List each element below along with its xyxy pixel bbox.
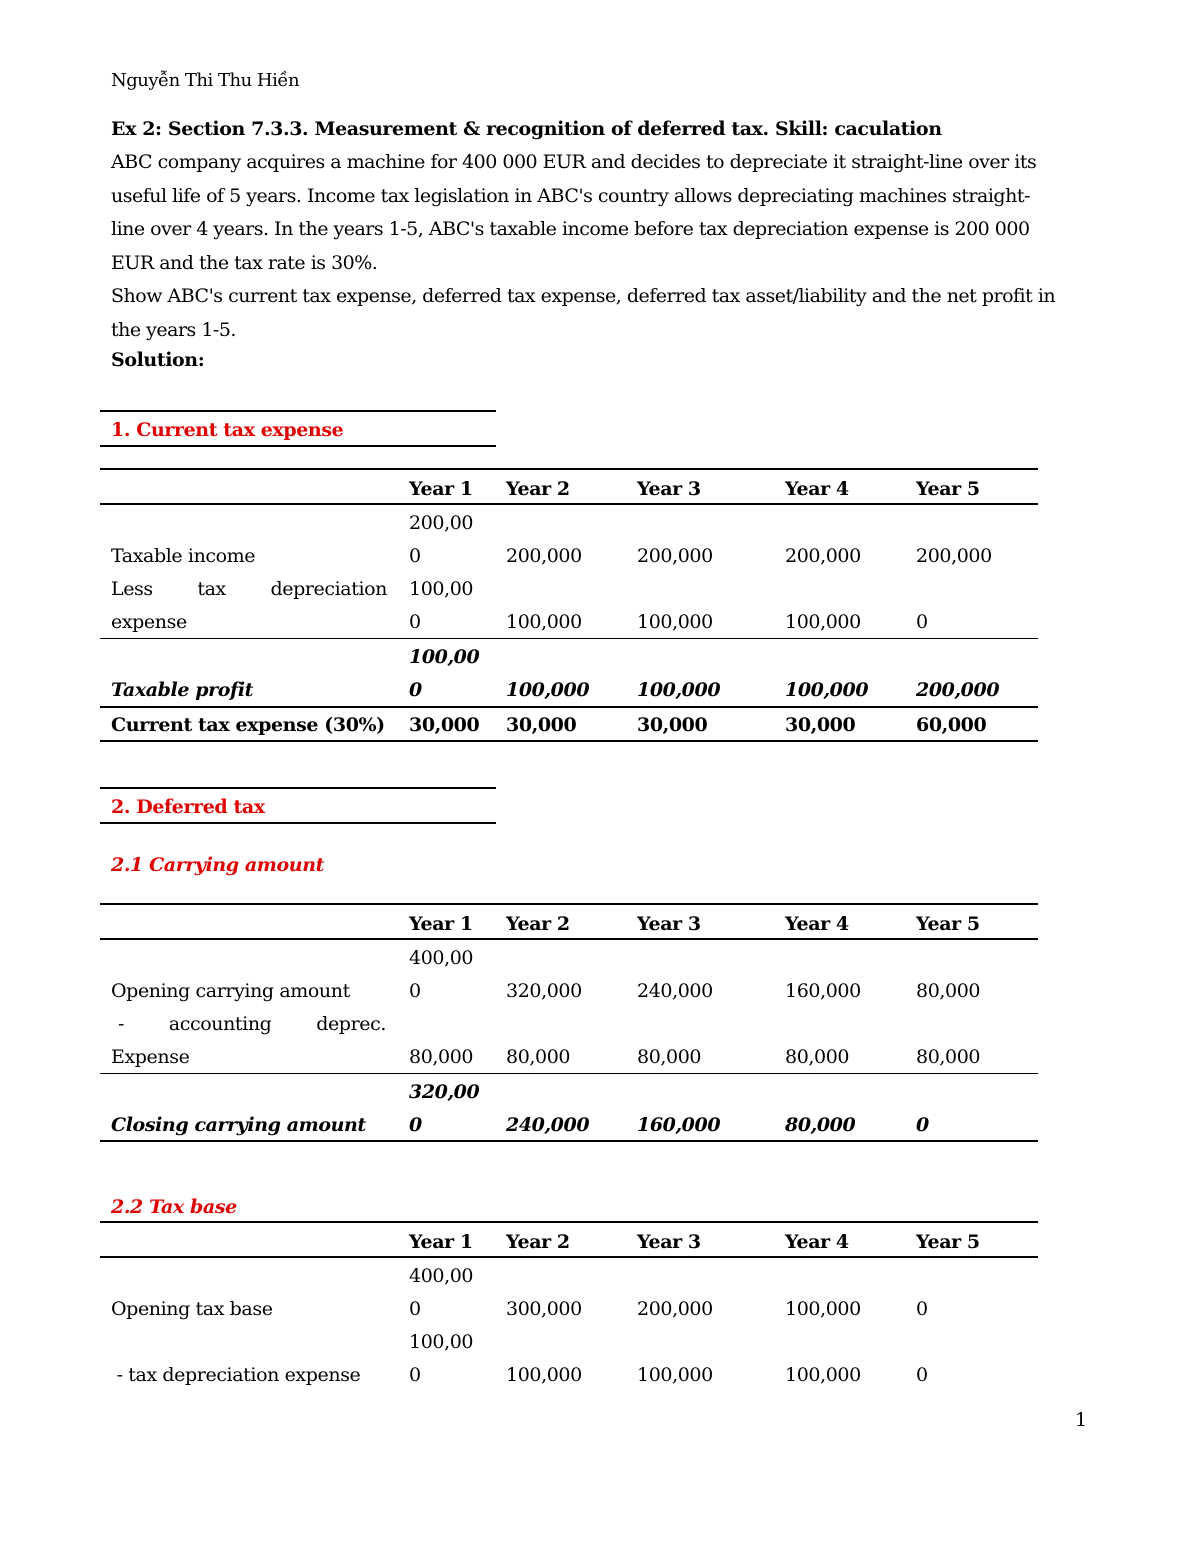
row-label: Closing carrying amount	[111, 1114, 366, 1136]
section-2-title: 2. Deferred tax	[111, 796, 265, 818]
column-header: Year 5	[916, 913, 980, 935]
cell-value: 240,000	[637, 980, 713, 1002]
cell-value: 0	[409, 611, 421, 633]
cell-value: 0	[409, 1364, 421, 1386]
cell-value: 100,00	[409, 646, 480, 668]
cell-value: 200,000	[785, 545, 861, 567]
row-label: - tax depreciation expense	[111, 1364, 361, 1386]
column-header: Year 5	[916, 478, 980, 500]
problem-line: EUR and the tax rate is 30%.	[111, 251, 378, 274]
column-header: Year 3	[637, 913, 701, 935]
cell-value: 100,00	[409, 578, 474, 600]
page-number: 1	[1075, 1409, 1088, 1431]
cell-value: 100,000	[637, 1364, 713, 1386]
cell-value: 30,000	[785, 714, 856, 736]
question-line: Show ABC's current tax expense, deferred tax expense, deferred tax asset/liability and the net profit in	[111, 285, 1056, 307]
cell-value: 0	[916, 1114, 929, 1136]
cell-value: 200,000	[916, 545, 992, 567]
cell-value: 200,000	[506, 545, 582, 567]
cell-value: 200,000	[916, 679, 1000, 701]
column-header: Year 2	[506, 1231, 570, 1253]
column-header: Year 5	[916, 1231, 980, 1253]
cell-value: 160,000	[637, 1114, 721, 1136]
cell-value: 80,000	[785, 1046, 850, 1068]
cell-value: 100,000	[637, 611, 713, 633]
problem-line: useful life of 5 years. Income tax legislation in ABC's country allows depreciating machines straight-	[111, 184, 1030, 207]
subsection-2-1-title: 2.1 Carrying amount	[111, 854, 324, 876]
author-name: Nguyễn Thi Thu Hiền	[111, 70, 300, 91]
row-label: Taxable profit	[111, 679, 254, 701]
question-line: the years 1-5.	[111, 318, 236, 341]
cell-value: 320,000	[506, 980, 582, 1002]
cell-value: 80,000	[409, 1046, 474, 1068]
problem-line: line over 4 years. In the years 1-5, ABC's taxable income before tax depreciation expense is 200 000	[111, 218, 1030, 240]
cell-value: 100,000	[785, 1298, 861, 1320]
cell-value: 300,000	[506, 1298, 582, 1320]
problem-line: ABC company acquires a machine for 400 000 EUR and decides to depreciate it straight-line over its	[111, 151, 1037, 173]
cell-value: 0	[409, 679, 422, 701]
cell-value: 400,00	[409, 947, 474, 969]
section-rule-top	[100, 410, 496, 412]
section-rule-bottom	[100, 822, 496, 824]
cell-value: 0	[409, 545, 421, 567]
row-label: expense	[111, 611, 187, 633]
cell-value: 0	[916, 611, 928, 633]
problem-statement	[111, 146, 1089, 347]
row-label: Less tax depreciation	[111, 578, 387, 600]
column-header: Year 3	[637, 478, 701, 500]
cell-value: 100,000	[506, 1364, 582, 1386]
column-header: Year 1	[409, 478, 473, 500]
cell-value: 0	[409, 1298, 421, 1320]
column-header: Year 4	[785, 478, 849, 500]
row-label: Opening carrying amount	[111, 980, 350, 1002]
section-1-title: 1. Current tax expense	[111, 419, 344, 441]
cell-value: 160,000	[785, 980, 861, 1002]
cell-value: 30,000	[637, 714, 708, 736]
cell-value: 240,000	[506, 1114, 590, 1136]
subsection-2-2-title: 2.2 Tax base	[111, 1196, 237, 1218]
column-header: Year 1	[409, 913, 473, 935]
cell-value: 0	[409, 1114, 422, 1136]
column-header: Year 4	[785, 913, 849, 935]
cell-value: 200,000	[637, 545, 713, 567]
row-label: Opening tax base	[111, 1298, 273, 1320]
cell-value: 100,000	[785, 679, 869, 701]
exercise-title: Ex 2: Section 7.3.3. Measurement & recognition of deferred tax. Skill: caculation	[111, 118, 942, 140]
cell-value: 30,000	[409, 714, 480, 736]
row-label: - accounting deprec.	[118, 1013, 386, 1035]
cell-value: 100,000	[506, 679, 590, 701]
solution-label: Solution:	[111, 349, 205, 371]
cell-value: 0	[916, 1364, 928, 1386]
cell-value: 80,000	[916, 1046, 981, 1068]
column-header: Year 2	[506, 478, 570, 500]
column-header: Year 2	[506, 913, 570, 935]
column-header: Year 3	[637, 1231, 701, 1253]
row-label: Taxable income	[111, 545, 256, 567]
cell-value: 320,00	[409, 1081, 480, 1103]
cell-value: 100,000	[506, 611, 582, 633]
row-label: Current tax expense (30%)	[111, 714, 385, 736]
cell-value: 400,00	[409, 1265, 474, 1287]
row-label: Expense	[111, 1046, 190, 1068]
cell-value: 0	[916, 1298, 928, 1320]
cell-value: 100,00	[409, 1331, 474, 1353]
cell-value: 0	[409, 980, 421, 1002]
column-header: Year 1	[409, 1231, 473, 1253]
cell-value: 100,000	[637, 679, 721, 701]
cell-value: 80,000	[637, 1046, 702, 1068]
section-rule-bottom	[100, 445, 496, 447]
column-header: Year 4	[785, 1231, 849, 1253]
cell-value: 80,000	[506, 1046, 571, 1068]
cell-value: 60,000	[916, 714, 987, 736]
cell-value: 200,000	[637, 1298, 713, 1320]
cell-value: 100,000	[785, 1364, 861, 1386]
cell-value: 80,000	[916, 980, 981, 1002]
cell-value: 30,000	[506, 714, 577, 736]
cell-value: 100,000	[785, 611, 861, 633]
cell-value: 80,000	[785, 1114, 856, 1136]
cell-value: 200,00	[409, 512, 474, 534]
section-rule-top	[100, 787, 496, 789]
